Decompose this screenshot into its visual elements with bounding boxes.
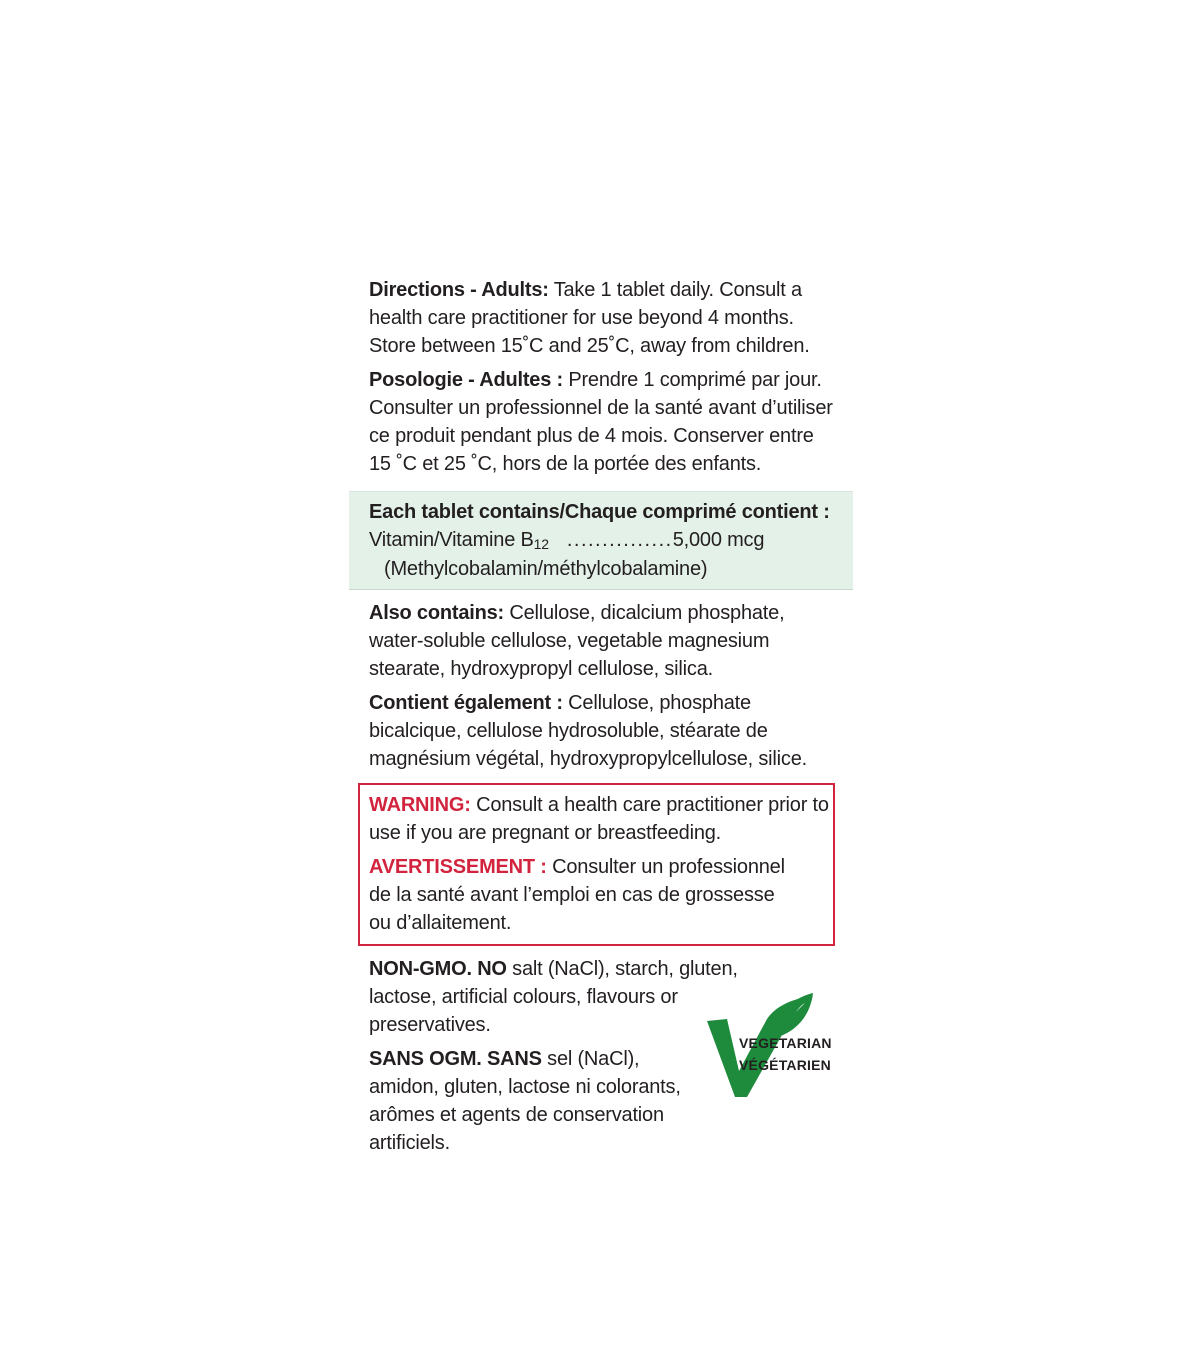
directions-fr-text: Prendre 1 comprimé par jour. Consulter un professionnel de la santé avant d’utiliser ce produit pendant plus de 4 mois. Conserver entre 15 ˚C et 25 ˚C, hors de la portée des enfants. — [369, 369, 833, 475]
ingredient-source: (Methylcobalamin/méthylcobalamine) — [384, 558, 708, 580]
ingredient-subscript: 12 — [533, 536, 549, 552]
claims-fr-heading: SANS OGM. SANS — [369, 1048, 542, 1070]
warning-fr-text: Consulter un professionnel de la santé avant l’emploi en cas de grossesse ou d’allaitement. — [369, 856, 785, 934]
ingredient-amount: 5,000 mcg — [672, 529, 765, 551]
claims-fr-text: sel (NaCl), amidon, gluten, lactose ni colorants, arômes et agents de conservation artificiels. — [369, 1048, 681, 1154]
warning-fr-heading: AVERTISSEMENT : — [369, 856, 547, 878]
directions-en-heading: Directions - Adults: — [369, 279, 549, 301]
product-label-panel — [349, 276, 853, 1157]
warning-box — [358, 783, 835, 946]
claims-en-text: salt (NaCl), starch, gluten, lactose, artificial colours, flavours or preservatives. — [369, 958, 738, 1036]
also-contains-fr-heading: Contient également : — [369, 692, 563, 714]
warning-en-heading: WARNING: — [369, 794, 471, 816]
directions-fr — [349, 366, 837, 478]
warning-en — [369, 791, 829, 847]
ingredient-name: Vitamin/Vitamine B — [369, 529, 534, 551]
directions-fr-heading: Posologie - Adultes : — [369, 369, 563, 391]
claims-fr — [349, 1045, 699, 1157]
also-contains-en — [349, 599, 837, 683]
ingredient-dots: ............... — [566, 529, 673, 551]
ingredient-row — [369, 526, 853, 555]
vegetarian-label-fr: VÉGÉTARIEN — [739, 1057, 831, 1073]
directions-en-text: Take 1 tablet daily. Consult a health care practitioner for use beyond 4 months. Store between 15˚C and 25˚C, away from children. — [369, 279, 810, 357]
warning-fr — [369, 853, 799, 937]
claims-en-heading: NON-GMO. NO — [369, 958, 507, 980]
directions-en — [349, 276, 839, 360]
also-contains-en-text: Cellulose, dicalcium phosphate, water-soluble cellulose, vegetable magnesium stearate, hydroxypropyl cellulose, silica. — [369, 602, 785, 680]
contents-heading: Each tablet contains/Chaque comprimé contient : — [369, 501, 830, 523]
claims-section — [349, 955, 853, 1157]
also-contains-fr — [349, 689, 837, 773]
warning-en-text: Consult a health care practitioner prior to use if you are pregnant or breastfeeding. — [369, 794, 829, 844]
also-contains-en-heading: Also contains: — [369, 602, 504, 624]
also-contains-fr-text: Cellulose, phosphate bicalcique, cellulose hydrosoluble, stéarate de magnésium végétal, hydroxypropylcellulose, silice. — [369, 692, 807, 770]
contents-box — [349, 491, 853, 590]
vegetarian-label-en: VEGETARIAN — [739, 1035, 832, 1051]
